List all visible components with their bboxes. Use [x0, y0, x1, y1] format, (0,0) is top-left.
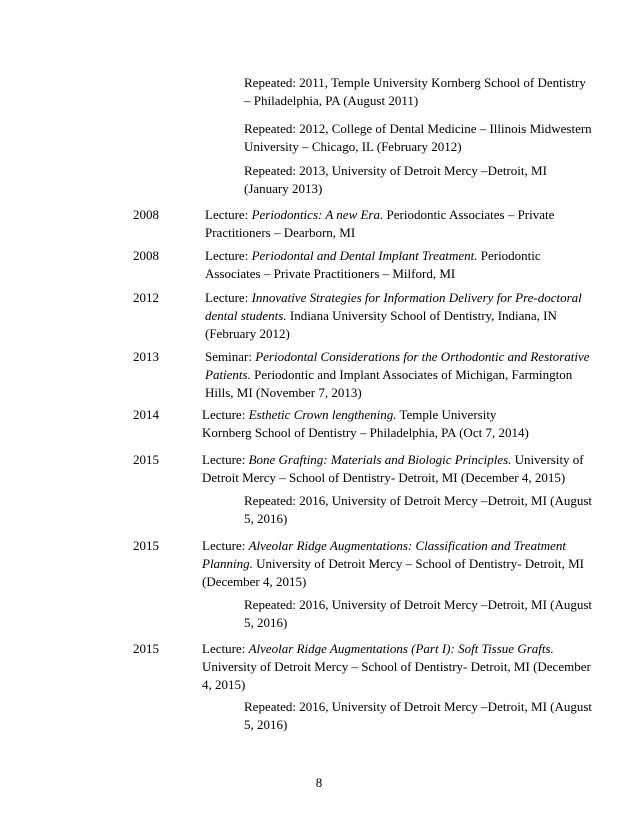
entry-title: Esthetic Crown lengthening. [248, 407, 397, 422]
entry-year: 2008 [133, 248, 159, 263]
entry-year: 2015 [133, 452, 159, 467]
entry-text: Lecture: Alveolar Ridge Augmentations (Part I): Soft Tissue Grafts. University of Detroit Mercy – School of Dentistry- Detroit, MI (December 4, 2015) [202, 641, 591, 692]
entry-year: 2012 [133, 290, 159, 305]
entry-text: Lecture: Alveolar Ridge Augmentations: Classification and Treatment Planning. University of Detroit Mercy – School of Dentistry- Detroit, MI (December 4, 2015) [202, 538, 584, 589]
entry-title: Alveolar Ridge Augmentations: Classification and Treatment Planning. [202, 538, 566, 571]
repeat-note: Repeated: 2012, College of Dental Medicine – Illinois Midwestern University – Chicago, IL (February 2012) [244, 121, 592, 154]
entry-title: Alveolar Ridge Augmentations (Part I): Soft Tissue Grafts. [248, 641, 554, 656]
entry-text: Lecture: Periodontics: A new Era. Periodontic Associates – Private Practitioners – Dearborn, MI [205, 207, 555, 240]
entry-text: Lecture: Periodontal and Dental Implant Treatment. Periodontic Associates – Private Practitioners – Milford, MI [205, 248, 541, 281]
entry-year: 2013 [133, 349, 159, 364]
entry-title: Periodontal Considerations for the Orthodontic and Restorative Patients. [205, 349, 590, 382]
entry-year: 2014 [133, 407, 159, 422]
entry-title: Periodontics: A new Era. [251, 207, 384, 222]
entry-text: Seminar: Periodontal Considerations for the Orthodontic and Restorative Patients. Periodontic and Implant Associates of Michigan, Farmington Hills, MI (November 7, 2013) [205, 349, 590, 400]
entry-text: Lecture: Esthetic Crown lengthening. Temple University Kornberg School of Dentistry – Philadelphia, PA (Oct 7, 2014) [202, 407, 529, 440]
repeat-note: Repeated: 2016, University of Detroit Mercy –Detroit, MI (August 5, 2016) [244, 493, 593, 526]
entry-text: Lecture: Innovative Strategies for Information Delivery for Pre-doctoral dental students. Indiana University School of Dentistry, Indiana, IN (February 2012) [205, 290, 582, 341]
repeat-note: Repeated: 2013, University of Detroit Mercy –Detroit, MI (January 2013) [244, 163, 547, 196]
entry-year: 2008 [133, 207, 159, 222]
entry-text: Lecture: Bone Grafting: Materials and Biologic Principles. University of Detroit Mercy – School of Dentistry- Detroit, MI (December 4, 2015) [202, 452, 584, 485]
entry-year: 2015 [133, 538, 159, 553]
repeat-note: Repeated: 2016, University of Detroit Mercy –Detroit, MI (August 5, 2016) [244, 699, 593, 732]
repeat-note: Repeated: 2016, University of Detroit Mercy –Detroit, MI (August 5, 2016) [244, 597, 593, 630]
entry-title: Periodontal and Dental Implant Treatment. [251, 248, 478, 263]
entry-year: 2015 [133, 641, 159, 656]
entry-title: Bone Grafting: Materials and Biologic Principles. [248, 452, 512, 467]
repeat-note: Repeated: 2011, Temple University Kornberg School of Dentistry – Philadelphia, PA (August 2011) [244, 75, 586, 108]
entry-title: Innovative Strategies for Information Delivery for Pre-doctoral dental students. [205, 290, 582, 323]
page-number: 8 [315, 775, 323, 790]
